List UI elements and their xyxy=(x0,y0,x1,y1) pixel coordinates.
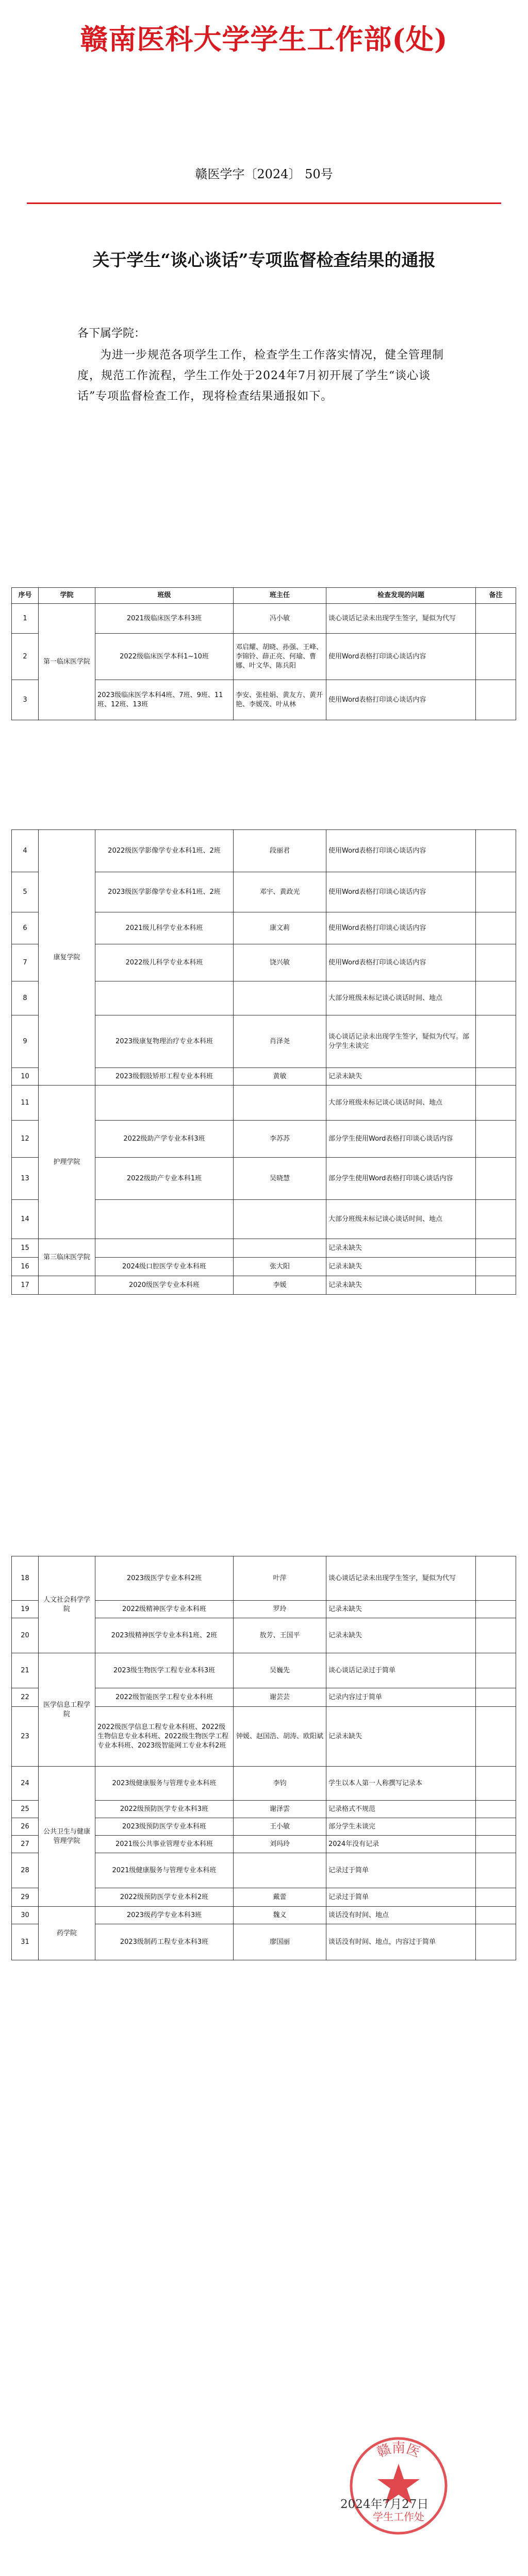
results-table-part3 xyxy=(11,1556,516,1960)
row-issue: 记录未缺失 xyxy=(326,1601,476,1618)
row-issue: 记录未缺失 xyxy=(326,1068,476,1086)
row-note xyxy=(476,1801,516,1818)
row-teacher xyxy=(234,1853,326,1888)
row-issue: 部分学生使用Word表格打印谈心谈话内容 xyxy=(326,1158,476,1200)
row-no: 3 xyxy=(12,680,39,720)
row-issue: 记录过于简单 xyxy=(326,1888,476,1907)
table-row xyxy=(12,1907,516,1924)
row-teacher xyxy=(234,1086,326,1121)
row-no: 27 xyxy=(12,1836,39,1853)
row-issue: 谈心谈话记录过于简单 xyxy=(326,1653,476,1688)
table-row xyxy=(12,1653,516,1688)
row-note xyxy=(476,1086,516,1121)
row-teacher xyxy=(234,981,326,1015)
row-college: 护理学院 xyxy=(39,1086,95,1239)
row-no: 28 xyxy=(12,1853,39,1888)
row-issue: 使用Word表格打印谈心谈话内容 xyxy=(326,872,476,912)
row-no: 16 xyxy=(12,1258,39,1276)
row-issue: 记录过于简单 xyxy=(326,1853,476,1888)
row-no: 20 xyxy=(12,1618,39,1653)
row-note xyxy=(476,1601,516,1618)
row-issue: 记录内容过于简单 xyxy=(326,1688,476,1707)
row-college: 康复学院 xyxy=(39,830,95,1086)
row-college: 公共卫生与健康管理学院 xyxy=(39,1767,95,1907)
row-note xyxy=(476,1618,516,1653)
row-class: 2021级临床医学本科3班 xyxy=(95,604,234,634)
row-issue: 使用Word表格打印谈心谈话内容 xyxy=(326,912,476,944)
row-issue: 谈心谈话记录未出现学生签字，疑似为代写 xyxy=(326,1556,476,1601)
row-class: 2023级药学专业本科3班 xyxy=(95,1907,234,1924)
row-no: 24 xyxy=(12,1767,39,1801)
table-row xyxy=(12,1767,516,1801)
red-divider xyxy=(27,202,501,204)
row-teacher: 张大阳 xyxy=(234,1258,326,1276)
row-college: 第三临床医学院 xyxy=(39,1239,95,1276)
row-no: 4 xyxy=(12,830,39,872)
row-class: 2022级预防医学专业本科3班 xyxy=(95,1801,234,1818)
row-teacher: 邓宇、黄政光 xyxy=(234,872,326,912)
row-teacher: 康文莉 xyxy=(234,912,326,944)
row-note xyxy=(476,1767,516,1801)
row-issue: 谈心谈话记录未出现学生签字，疑似为代写 xyxy=(326,604,476,634)
row-college: 人文社会科学学院 xyxy=(39,1556,95,1653)
row-teacher: 刘玛玲 xyxy=(234,1836,326,1853)
row-issue: 使用Word表格打印谈心谈话内容 xyxy=(326,830,476,872)
row-teacher: 邓启耀、胡晓、孙强、王峰、李锦铃、薛正亮、何瑜、曹娜、叶文华、陈兵阳 xyxy=(234,634,326,680)
stamp-top-text: 赣南医 xyxy=(375,2441,422,2461)
row-no: 29 xyxy=(12,1888,39,1907)
table-row xyxy=(12,1556,516,1601)
row-issue: 谈心谈话记录未出现学生签字，疑似为代写。部分学生未谈完 xyxy=(326,1015,476,1068)
row-teacher: 谢芸芸 xyxy=(234,1688,326,1707)
row-class: 2023级医学专业本科2班 xyxy=(95,1556,234,1601)
row-issue: 谈话没有时间、地点，内容过于简单 xyxy=(326,1924,476,1960)
row-note xyxy=(476,680,516,720)
row-issue: 使用Word表格打印谈心谈话内容 xyxy=(326,680,476,720)
row-note xyxy=(476,1924,516,1960)
row-teacher: 冯小敏 xyxy=(234,604,326,634)
row-class: 2022级助产学专业本科3班 xyxy=(95,1121,234,1158)
row-no: 30 xyxy=(12,1907,39,1924)
header-teacher: 班主任 xyxy=(234,588,326,604)
row-class: 2022级儿科学专业本科班 xyxy=(95,944,234,981)
row-no: 12 xyxy=(12,1121,39,1158)
row-no: 11 xyxy=(12,1086,39,1121)
row-class: 2022级精神医学专业本科班 xyxy=(95,1601,234,1618)
row-note xyxy=(476,1068,516,1086)
row-class: 2023级康复物理治疗专业本科班 xyxy=(95,1015,234,1068)
header-class: 班级 xyxy=(95,588,234,604)
row-issue: 大部分班级未标记谈心谈话时间、地点 xyxy=(326,1200,476,1239)
row-note xyxy=(476,1121,516,1158)
row-class: 2023级临床医学本科4班、7班、9班、11班、12班、13班 xyxy=(95,680,234,720)
addressee: 各下属学院： xyxy=(77,327,146,340)
header-issue: 检查发现的问题 xyxy=(326,588,476,604)
row-issue: 使用Word表格打印谈心谈话内容 xyxy=(326,944,476,981)
row-note xyxy=(476,1907,516,1924)
row-no: 6 xyxy=(12,912,39,944)
row-no: 26 xyxy=(12,1818,39,1836)
row-note xyxy=(476,1200,516,1239)
row-no: 22 xyxy=(12,1688,39,1707)
row-no: 13 xyxy=(12,1158,39,1200)
row-class xyxy=(95,981,234,1015)
row-class: 2020级医学专业本科班 xyxy=(95,1276,234,1295)
org-title: 赣南医科大学学生工作部(处) xyxy=(80,23,448,56)
row-teacher: 谢泽雲 xyxy=(234,1801,326,1818)
row-no: 5 xyxy=(12,872,39,912)
row-college: 药学院 xyxy=(39,1907,95,1960)
row-note xyxy=(476,1653,516,1688)
row-class: 2023级制药工程专业本科3班 xyxy=(95,1924,234,1960)
row-no: 17 xyxy=(12,1276,39,1295)
row-note xyxy=(476,1158,516,1200)
row-issue: 记录未缺失 xyxy=(326,1707,476,1767)
row-teacher: 李苏苏 xyxy=(234,1121,326,1158)
row-note xyxy=(476,912,516,944)
row-note xyxy=(476,1818,516,1836)
row-issue: 记录未缺失 xyxy=(326,1258,476,1276)
row-class xyxy=(95,1086,234,1121)
row-no: 23 xyxy=(12,1707,39,1767)
row-issue: 记录未缺失 xyxy=(326,1618,476,1653)
row-note xyxy=(476,830,516,872)
row-issue: 记录格式不规范 xyxy=(326,1801,476,1818)
header-note: 备注 xyxy=(476,588,516,604)
row-class: 2021级健康服务与管理专业本科班 xyxy=(95,1853,234,1888)
row-teacher: 李安、张桂娟、黄友方、黄开艳、李媛茂、叶从林 xyxy=(234,680,326,720)
row-no: 8 xyxy=(12,981,39,1015)
row-note xyxy=(476,872,516,912)
row-note xyxy=(476,1853,516,1888)
results-table-part2 xyxy=(11,829,516,1295)
row-teacher: 吴晓慧 xyxy=(234,1158,326,1200)
row-note xyxy=(476,1707,516,1767)
row-class: 2022级预防医学专业本科2班 xyxy=(95,1888,234,1907)
row-teacher: 廖国丽 xyxy=(234,1924,326,1960)
row-class: 2024级口腔医学专业本科班 xyxy=(95,1258,234,1276)
row-issue: 部分学生使用Word表格打印谈心谈话内容 xyxy=(326,1121,476,1158)
row-teacher: 戴蕾 xyxy=(234,1888,326,1907)
row-teacher: 肖泽尧 xyxy=(234,1015,326,1068)
row-no: 10 xyxy=(12,1068,39,1086)
table-row xyxy=(12,1239,516,1258)
table-row xyxy=(12,830,516,872)
row-no: 7 xyxy=(12,944,39,981)
notice-title: 关于学生“谈心谈话”专项监督检查结果的通报 xyxy=(92,250,436,270)
row-note xyxy=(476,1556,516,1601)
row-class xyxy=(95,1200,234,1239)
row-note xyxy=(476,1276,516,1295)
row-teacher xyxy=(234,1239,326,1258)
row-note xyxy=(476,1015,516,1068)
row-no: 18 xyxy=(12,1556,39,1601)
row-note xyxy=(476,1888,516,1907)
row-teacher: 叶萍 xyxy=(234,1556,326,1601)
table-row xyxy=(12,604,516,634)
row-teacher: 李媛 xyxy=(234,1276,326,1295)
row-no: 25 xyxy=(12,1801,39,1818)
row-issue: 2024年没有记录 xyxy=(326,1836,476,1853)
header-college: 学院 xyxy=(39,588,95,604)
svg-text:赣南医 xyxy=(375,2441,422,2461)
row-class: 2023级医学影像学专业本科1班、2班 xyxy=(95,872,234,912)
row-teacher: 魏义 xyxy=(234,1907,326,1924)
row-teacher: 段丽君 xyxy=(234,830,326,872)
row-no: 21 xyxy=(12,1653,39,1688)
row-class: 2021级儿科学专业本科班 xyxy=(95,912,234,944)
row-issue: 部分学生未谈完 xyxy=(326,1818,476,1836)
results-table-part1 xyxy=(11,587,516,720)
row-no: 1 xyxy=(12,604,39,634)
row-note xyxy=(476,1688,516,1707)
row-issue: 谈话没有时间、地点 xyxy=(326,1907,476,1924)
row-no: 15 xyxy=(12,1239,39,1258)
row-class: 2022级医学影像学专业本科1班、2班 xyxy=(95,830,234,872)
row-teacher: 王小敏 xyxy=(234,1818,326,1836)
row-class: 2021级公共事业管理专业本科班 xyxy=(95,1836,234,1853)
row-note xyxy=(476,634,516,680)
row-teacher: 罗玲 xyxy=(234,1601,326,1618)
table-row xyxy=(12,1086,516,1121)
row-note xyxy=(476,1258,516,1276)
doc-number: 赣医学字〔2024〕 50号 xyxy=(195,167,333,181)
row-issue: 记录未缺失 xyxy=(326,1276,476,1295)
row-class: 2022级智能医学工程专业本科班 xyxy=(95,1688,234,1707)
row-class: 2023级假肢矫形工程专业本科班 xyxy=(95,1068,234,1086)
row-class: 2023级健康服务与管理专业本科班 xyxy=(95,1767,234,1801)
row-teacher: 钟媛、赵国浩、胡涛、欧阳斌 xyxy=(234,1707,326,1767)
row-teacher: 敖芳、王国平 xyxy=(234,1618,326,1653)
row-issue: 学生以本人第一人称撰写记录本 xyxy=(326,1767,476,1801)
row-note xyxy=(476,1239,516,1258)
row-teacher: 饶兴敏 xyxy=(234,944,326,981)
row-class xyxy=(95,1239,234,1258)
row-note xyxy=(476,981,516,1015)
row-class: 2022级助产专业本科1班 xyxy=(95,1158,234,1200)
row-note xyxy=(476,604,516,634)
row-class: 2023级预防医学专业本科班 xyxy=(95,1818,234,1836)
row-college xyxy=(39,1276,95,1295)
table-row xyxy=(12,1276,516,1295)
row-teacher: 黄敏 xyxy=(234,1068,326,1086)
row-college: 医学信息工程学院 xyxy=(39,1653,95,1767)
row-teacher: 吴巍先 xyxy=(234,1653,326,1688)
row-note xyxy=(476,1836,516,1853)
header-no: 序号 xyxy=(12,588,39,604)
row-class: 2022级医学信息工程专业本科班、2022级生物信息专业本科班、2022级生物医学工程专业本科班、2023级智能网工专业本科2班 xyxy=(95,1707,234,1767)
row-issue: 使用Word表格打印谈心谈话内容 xyxy=(326,634,476,680)
row-no: 19 xyxy=(12,1601,39,1618)
row-class: 2023级生物医学工程专业本科3班 xyxy=(95,1653,234,1688)
row-no: 9 xyxy=(12,1015,39,1068)
row-no: 2 xyxy=(12,634,39,680)
row-college: 第一临床医学院 xyxy=(39,604,95,720)
row-issue: 大部分班级未标记谈心谈话时间、地点 xyxy=(326,981,476,1015)
row-no: 14 xyxy=(12,1200,39,1239)
row-teacher xyxy=(234,1200,326,1239)
row-issue: 记录未缺失 xyxy=(326,1239,476,1258)
row-class: 2022级临床医学本科1~10班 xyxy=(95,634,234,680)
row-teacher: 李钧 xyxy=(234,1767,326,1801)
row-note xyxy=(476,944,516,981)
table-header-row xyxy=(12,588,516,604)
stamp-mid-text: 学生工作处 xyxy=(373,2511,424,2523)
notice-body: 为进一步规范各项学生工作，检查学生工作落实情况，健全管理制度，规范工作流程，学生工作处于2024年7月初开展了学生“谈心谈话”专项监督检查工作，现将检查结果通报如下。 xyxy=(77,349,444,403)
official-stamp xyxy=(344,2432,453,2540)
row-no: 31 xyxy=(12,1924,39,1960)
sign-date: 2024年7月27日 xyxy=(340,2498,429,2511)
row-issue: 大部分班级未标记谈心谈话时间、地点 xyxy=(326,1086,476,1121)
row-class: 2023级精神医学专业本科1班、2班 xyxy=(95,1618,234,1653)
